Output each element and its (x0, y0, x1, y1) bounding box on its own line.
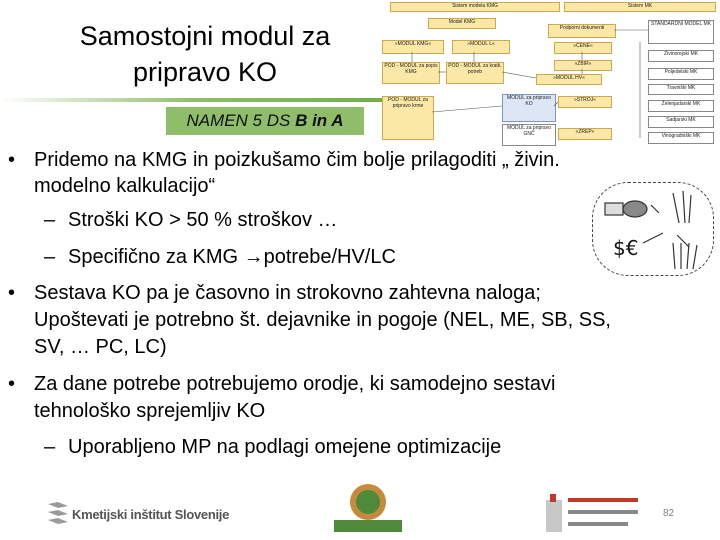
title-line-1: Samostojni modul za (79, 21, 331, 51)
diagram-modul-gnc: MODUL za pripravo GNČ (502, 124, 556, 146)
bullet-marker: – (44, 246, 56, 268)
diagram-modul-hv: »MODUL HV« (536, 74, 602, 85)
bullet-text-specificno (68, 244, 396, 270)
farm-illustration (592, 182, 714, 276)
diagram-modul-l: »MODUL L« (452, 40, 510, 54)
diagram-pod-modul-2: POD - MODUL za kratk. potreb (446, 62, 504, 84)
bullet-text: Sestava KO pa je časovno in strokovno zahtevna naloga; (34, 282, 541, 304)
diagram-zelenjadarski: Zelenjadarski MK (648, 100, 714, 112)
bullet-marker: – (44, 209, 56, 231)
slide-title (40, 18, 370, 90)
bullet-text: SV, … PC, LC) (34, 336, 167, 358)
system-diagram (378, 2, 716, 150)
diagram-pod-modul-1: POD - MODUL za popis KMG (382, 62, 440, 84)
bullet-text: Uporabljeno MP na podlagi omejene optimizacije (68, 436, 502, 458)
diagram-modul-kmg: »MODUL KMG« (382, 40, 444, 54)
diagram-standardni: STANDARDNI MODEL MK (648, 20, 714, 44)
livestock-feed-icon (593, 183, 713, 275)
diagram-header-mk: Sistem MK (564, 2, 716, 12)
diagram-pod-modul-3: POD - MODUL za pripravo krme (382, 96, 434, 140)
faculty-logo (328, 480, 408, 534)
diagram-podporni: Podporni dokumenti (548, 24, 616, 38)
diagram-stroj: »STROJ« (558, 96, 612, 108)
university-logo (538, 490, 658, 536)
title-line-2: pripravo KO (132, 57, 278, 87)
diagram-modul-ko: MODUL za pripravo KO (502, 94, 556, 122)
bullet-text: modelno kalkulacijo“ (34, 175, 216, 197)
title-divider (0, 98, 390, 102)
diagram-zrep: »ZREP« (558, 128, 612, 140)
diagram-poljedelski: Poljedelski MK (648, 68, 714, 80)
namen-bold: B in A (295, 111, 344, 130)
bullet-text: tehnološko sprejemljiv KO (34, 400, 266, 422)
diagram-model-kmg: Model KMG (428, 18, 496, 29)
svg-text:$€: $€ (613, 236, 639, 260)
kis-logo-text: Kmetijski inštitut Slovenije (72, 507, 230, 522)
page-number: 82 (663, 508, 675, 519)
bullet-text: Pridemo na KMG in poizkušamo čim bolje prilagoditi „ živin. (34, 149, 560, 171)
diagram-vinogradniski: Vinogradniški MK (648, 132, 714, 144)
diagram-connectors (378, 2, 716, 150)
diagram-header-kmg: Sistem modela KMG (390, 2, 560, 12)
diagram-sadjarski: Sadjarski MK (648, 116, 714, 128)
diagram-zbir: »ZBIR« (554, 60, 612, 71)
namen-box (166, 107, 364, 135)
bullet-marker: • (8, 282, 16, 304)
diagram-zivinoreja: Živinorejski MK (648, 50, 714, 62)
bullet-marker: – (44, 436, 56, 458)
diagram-cene: »CENE« (554, 42, 612, 54)
arrow-icon: → (243, 246, 264, 268)
bullet-text: Upoštevati je potrebno št. dejavnike in pogoje (NEL, ME, SB, SS, (34, 309, 611, 331)
bullet-text: Za dane potrebe potrebujemo orodje, ki samodejno sestavi (34, 373, 556, 395)
bullet-text: Stroški KO > 50 % stroškov … (68, 209, 338, 231)
bullet-text: Specifično za KMG (68, 246, 244, 268)
bullet-arrow-text: potrebe/HV/LC (263, 246, 396, 268)
bullet-marker: • (8, 149, 16, 171)
bullet-marker: • (8, 373, 16, 395)
kis-logo-icon (46, 500, 72, 526)
diagram-travniski: Travniški MK (648, 84, 714, 95)
namen-prefix: NAMEN 5 DS (186, 111, 296, 130)
